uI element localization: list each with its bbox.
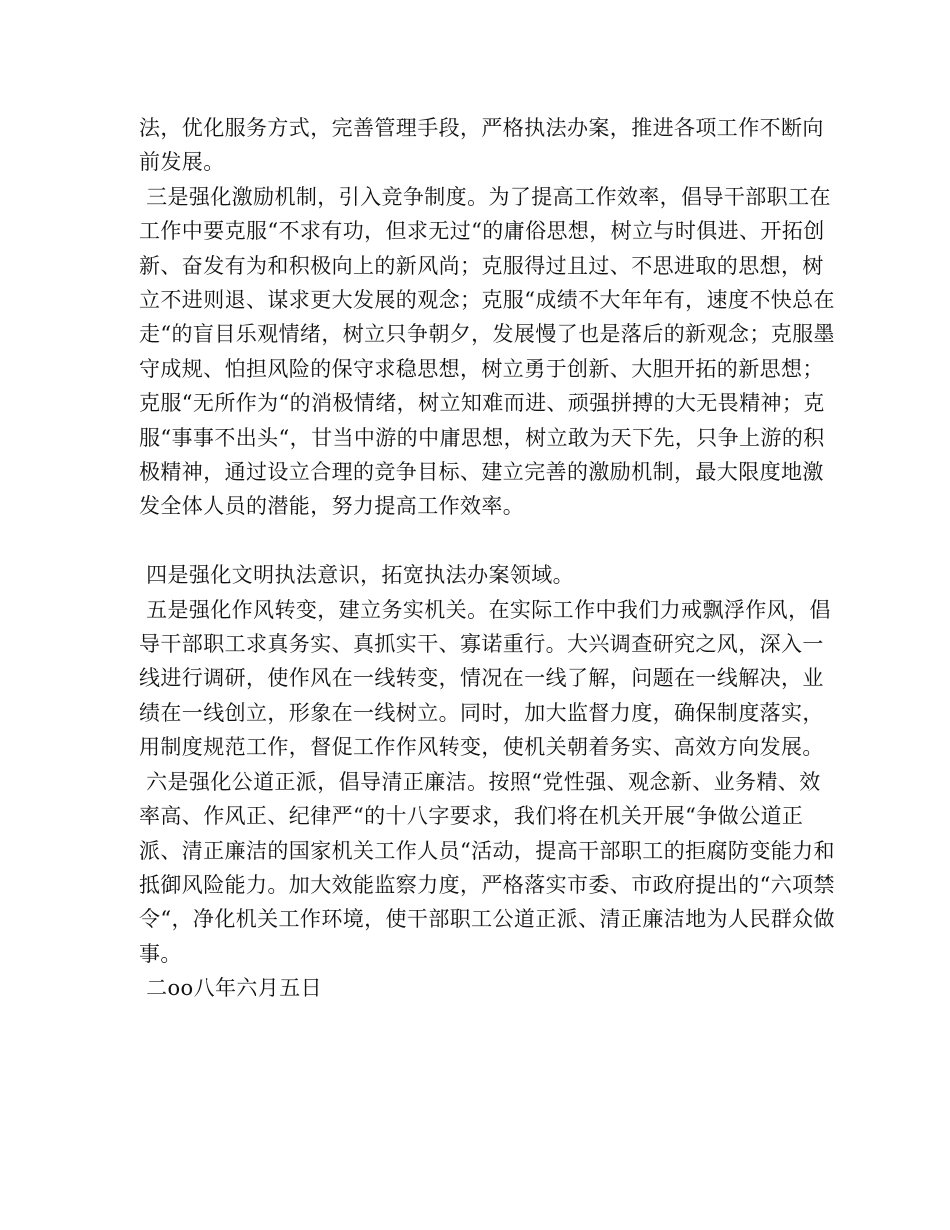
paragraph-incentive-mechanism: 三是强化激励机制，引入竞争制度。为了提高工作效率，倡导干部职工在工作中要克服“不求有功，但求无过“的庸俗思想，树立与时俱进、开拓创新、奋发有为和积极向上的新风尚；克服得过且过、不思进取的思想，树立不进则退、谋求更大发展的观念；克服“成绩不大年年有，速度不快总在走“的盲目乐观情绪，树立只争朝夕，发展慢了也是落后的新观念；克服墨守成规、怕担风险的保守求稳思想，树立勇于创新、大胆开拓的新思想；克服“无所作为“的消极情绪，树立知难而进、顽强拼搏的大无畏精神；克服“事事不出头“，甘当中游的中庸思想，树立敢为天下先，只争上游的积极精神，通过设立合理的竞争目标、建立完善的激励机制，最大限度地激发全体人员的潜能，努力提高工作效率。 (139, 184, 835, 519)
paragraph-continuation: 法，优化服务方式，完善管理手段，严格执法办案，推进各项工作不断向前发展。 (139, 116, 824, 175)
paragraph-spacer (139, 524, 839, 558)
paragraph-work-style: 五是强化作风转变，建立务实机关。在实际工作中我们力戒飘浮作风，倡导干部职工求真务实、真抓实干、寡诺重行。大兴调查研究之风，深入一线进行调研，使作风在一线转变，情况在一线了解，问题在一线解决，业绩在一线创立，形象在一线树立。同时，加大监督力度，确保制度落实，用制度规范工作，督促工作作风转变，使机关朝着务实、高效方向发展。 (139, 597, 831, 760)
document-date: 二oo八年六月五日 (139, 976, 322, 1001)
paragraph-integrity: 六是强化公道正派，倡导清正廉洁。按照“党性强、观念新、业务精、效率高、作风正、纪律严“的十八字要求，我们将在机关开展“争做公道正派、清正廉洁的国家机关工作人员“活动，提高干部职工的拒腐防变能力和抵御风险能力。加大效能监察力度，严格落实市委、市政府提出的“六项禁令“，净化机关工作环境，使干部职工公道正派、清正廉洁地为人民群众做事。 (139, 769, 835, 966)
document-body (139, 111, 839, 1006)
paragraph-civilized-enforcement: 四是强化文明执法意识，拓宽执法办案领域。 (139, 563, 575, 588)
